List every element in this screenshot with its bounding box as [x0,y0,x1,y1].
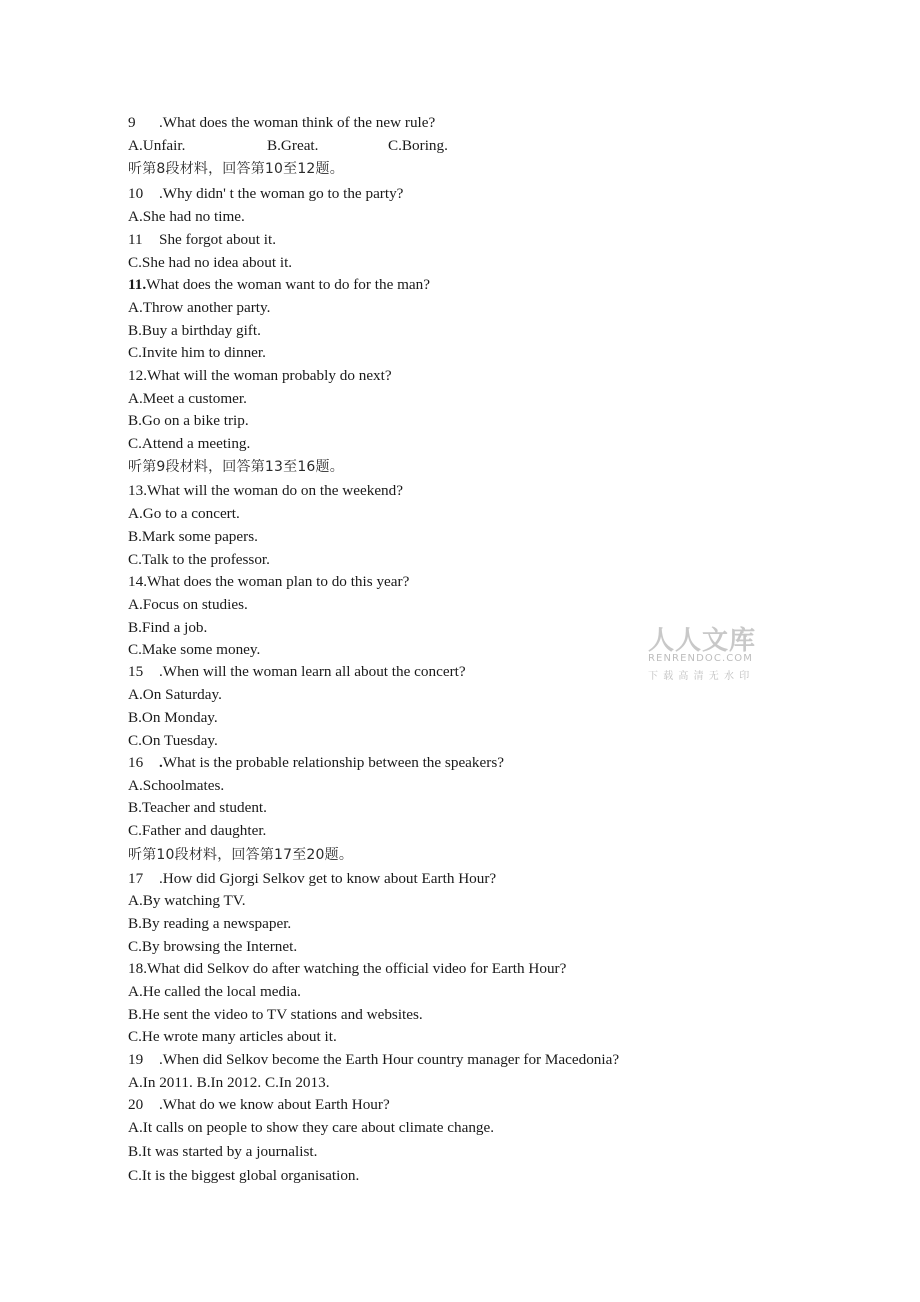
option-c: C.Boring. [388,137,448,154]
watermark-url: RENRENDOC.COM [648,653,754,664]
question-13: 13.What will the woman do on the weekend? [128,482,403,499]
option-a: A.Unfair. [128,137,186,154]
option-a: A.He called the local media. [128,983,301,1000]
question-text: What does the woman want to do for the man? [146,276,430,293]
question-17 [128,869,496,889]
option-a: A.By watching TV. [128,892,246,909]
option-c: C.By browsing the Internet. [128,938,298,955]
option-b: B.Teacher and student. [128,799,267,816]
option-b [128,230,276,250]
option-text: She forgot about it. [159,231,276,248]
option-b: B.Go on a bike trip. [128,412,249,429]
section-heading-8: 听第8段材料，回答第10至12题。 [128,161,344,177]
option-c: C.Father and daughter. [128,822,267,839]
option-a: A.Throw another party. [128,299,271,316]
option-a: A.She had no time. [128,208,245,225]
question-11 [128,275,430,295]
question-text: .What do we know about Earth Hour? [159,1096,390,1113]
watermark-logo [648,620,772,684]
question-19 [128,1050,619,1070]
question-number: 20 [128,1096,144,1113]
question-20 [128,1095,390,1115]
option-b: B.It was started by a journalist. [128,1143,318,1160]
option-a: A.It calls on people to show they care about climate change. [128,1119,495,1136]
question-number: 17 [128,870,144,887]
option-b: B.Mark some papers. [128,528,258,545]
watermark-tagline: 下载高清无水印 [648,671,755,682]
option-b: B.Great. [267,137,319,154]
question-15 [128,662,466,682]
question-number: 15 [128,663,144,680]
question-dot: . [159,754,163,771]
option-c: C.Talk to the professor. [128,551,270,568]
option-c: C.He wrote many articles about it. [128,1028,337,1045]
option-c: C.It is the biggest global organisation. [128,1167,360,1184]
option-number: 11 [128,231,143,248]
option-a: A.Meet a customer. [128,390,247,407]
option-b: B.By reading a newspaper. [128,915,292,932]
question-text: .Why didn' t the woman go to the party? [159,185,404,202]
question-9 [128,113,435,133]
option-b: B.Buy a birthday gift. [128,322,261,339]
option-c: C.Attend a meeting. [128,435,251,452]
question-12: 12.What will the woman probably do next? [128,367,392,384]
question-18: 18.What did Selkov do after watching the official video for Earth Hour? [128,960,567,977]
question-text: .How did Gjorgi Selkov get to know about Earth Hour? [159,870,497,887]
option-c: C.She had no idea about it. [128,254,293,271]
question-number: 19 [128,1051,144,1068]
question-number: 11. [128,276,147,293]
question-number: 10 [128,185,144,202]
question-number: 9 [128,114,136,131]
question-9-options [128,136,528,156]
question-14: 14.What does the woman plan to do this year? [128,573,410,590]
option-a: A.Schoolmates. [128,777,225,794]
option-a: A.On Saturday. [128,686,222,703]
option-b: B.Find a job. [128,619,208,636]
question-number: 16 [128,754,144,771]
question-text: What is the probable relationship between the speakers? [162,754,504,771]
question-text: .When did Selkov become the Earth Hour country manager for Macedonia? [159,1051,620,1068]
question-19-options: A.In 2011. B.In 2012. C.In 2013. [128,1074,330,1091]
option-c: C.Invite him to dinner. [128,344,266,361]
option-a: A.Focus on studies. [128,596,248,613]
option-a: A.Go to a concert. [128,505,240,522]
question-text: .What does the woman think of the new rule? [159,114,436,131]
option-c: C.Make some money. [128,641,261,658]
option-c: C.On Tuesday. [128,732,218,749]
watermark-title: 人人文库 [648,626,757,656]
section-heading-9: 听第9段材料，回答第13至16题。 [128,459,344,475]
section-heading-10: 听第10段材料，回答第17至20题。 [128,847,354,863]
option-b: B.On Monday. [128,709,218,726]
question-16 [128,753,504,773]
question-10 [128,184,403,204]
option-b: B.He sent the video to TV stations and websites. [128,1006,423,1023]
question-text: .When will the woman learn all about the concert? [159,663,466,680]
